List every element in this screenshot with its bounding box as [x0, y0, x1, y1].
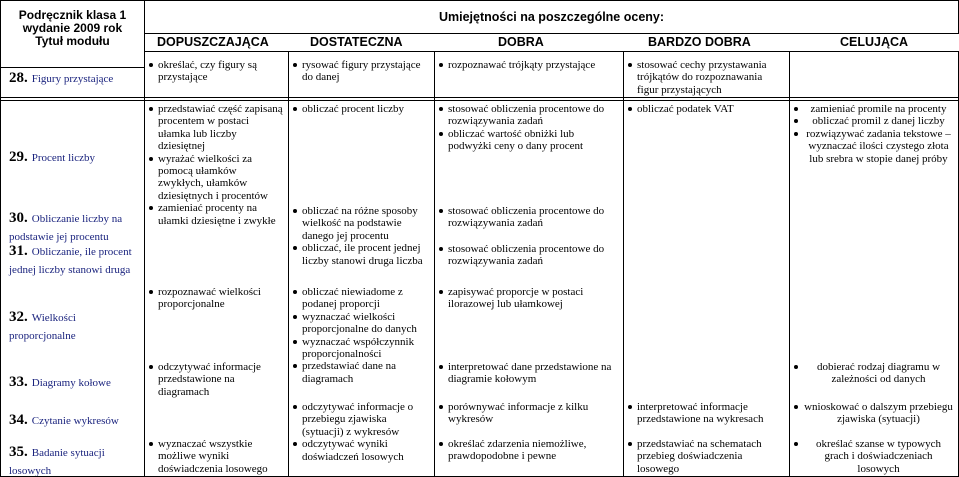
topic-number: 29. [9, 149, 28, 165]
topic-title[interactable]: Obliczanie, ile procent jednej liczby stanowi druga [9, 246, 132, 276]
page-title: Umiejętności na poszczególne oceny: [438, 10, 665, 24]
topic-item [9, 373, 138, 391]
topic-item [9, 148, 138, 166]
skill-item: określać szanse w typowych grach i doświadczeniach losowych [794, 438, 954, 475]
topic-title[interactable]: Czytanie wykresów [31, 415, 119, 427]
skill-item: przedstawiać część zapisaną procentem w postaci ułamka lub liczby dziesiętnej [149, 103, 284, 153]
header-left [0, 1, 145, 68]
header-line: Tytuł modułu [35, 34, 110, 48]
skill-item: rozpoznawać wielkości proporcjonalne [149, 286, 284, 311]
skill-item: porównywać informacje z kilku wykresów [439, 401, 619, 426]
topic-item [9, 209, 138, 245]
dopuszczajaca-cell [145, 52, 289, 97]
skill-item: obliczać niewiadome z podanej proporcji [293, 286, 430, 311]
topic-title[interactable]: Wielkości proporcjonalne [9, 312, 76, 342]
level-dopuszczajaca: DOPUSZCZAJĄCA [157, 35, 269, 49]
skill-item: wyrażać wielkości za pomocą ułamków zwykłych, ułamków dziesiętnych i procentów [149, 153, 284, 203]
topic-number: 30. [9, 210, 28, 226]
skill-item: rozwiązywać zadania tekstowe – wyznaczać ilości czystego złota lub srebra w stopie danej próby [794, 128, 954, 165]
skill-item: stosować cechy przystawania trójkątów do rozpoznawania figur przystających [628, 59, 785, 96]
skill-item: interpretować dane przedstawione na diagramie kołowym [439, 361, 619, 386]
rows-29-35 [0, 101, 959, 477]
skill-item: odczytywać informacje przedstawione na diagramach [149, 361, 284, 398]
skill-item: interpretować informacje przedstawione na wykresach [628, 401, 785, 426]
dobra-cell [435, 101, 624, 476]
level-celujaca: CELUJĄCA [840, 35, 909, 49]
topic-title[interactable]: Obliczanie liczby na podstawie jej procentu [9, 213, 123, 243]
level-dobra: DOBRA [498, 35, 544, 49]
dopuszczajaca-cell [145, 101, 289, 476]
header-line: wydanie 2009 rok [22, 21, 123, 35]
topic-item [9, 69, 138, 87]
skill-item: rysować figury przystające do danej [293, 59, 430, 84]
topic-number: 31. [9, 243, 28, 259]
skill-item: obliczać na różne sposoby wielkość na podstawie danego jej procentu [293, 205, 430, 242]
skill-item: odczytywać informacje o przebiegu zjawiska (sytuacji) z wykresów [293, 401, 430, 438]
topic-item [9, 411, 138, 429]
topic-cell [0, 101, 145, 476]
topic-item [9, 242, 138, 278]
module-header [1, 1, 144, 48]
skill-item: przedstawiać na schematach przebieg doświadczenia losowego [628, 438, 785, 475]
skill-item: zapisywać proporcje w postaci ilorazowej lub ułamkowej [439, 286, 619, 311]
skill-item: obliczać, ile procent jednej liczby stanowi druga liczba [293, 242, 430, 267]
topic-number: 33. [9, 374, 28, 390]
topic-number: 35. [9, 444, 28, 460]
skill-item: wyznaczać wielkości proporcjonalne do danych [293, 311, 430, 336]
skill-item: stosować obliczenia procentowe do rozwiązywania zadań [439, 205, 619, 230]
level-bardzo-dobra: BARDZO DOBRA [648, 35, 751, 49]
skill-item: określać zdarzenia niemożliwe, prawdopodobne i pewne [439, 438, 619, 463]
skill-item: stosować obliczenia procentowe do rozwiązywania zadań [439, 243, 619, 268]
skill-item: stosować obliczenia procentowe do rozwiązywania zadań [439, 103, 619, 128]
level-dostateczna: DOSTATECZNA [310, 35, 403, 49]
skill-item: rozpoznawać trójkąty przystające [439, 59, 619, 71]
topic-number: 32. [9, 309, 28, 325]
topic-number: 28. [9, 70, 28, 86]
topic-item [9, 308, 138, 344]
skill-item: dobierać rodzaj diagramu w zależności od danych [794, 361, 954, 386]
header-line: Podręcznik klasa 1 [18, 8, 127, 22]
topic-title[interactable]: Procent liczby [31, 152, 95, 164]
topic-number: 34. [9, 412, 28, 428]
topic-item [9, 443, 138, 476]
skill-item: zamieniać promile na procenty [794, 103, 954, 115]
skill-item: obliczać promil z danej liczby [794, 115, 954, 127]
skill-item: odczytywać wyniki doświadczeń losowych [293, 438, 430, 463]
celujaca-cell [790, 101, 959, 476]
skill-item: zamieniać procenty na ułamki dziesiętne i zwykłe [149, 202, 284, 227]
skill-item: wyznaczać wszystkie możliwe wyniki doświadczenia losowego [149, 438, 284, 475]
skill-item: określać, czy figury są przystające [149, 59, 284, 84]
topic-title[interactable]: Figury przystające [31, 73, 114, 85]
skill-item: obliczać procent liczby [293, 103, 430, 115]
topic-title[interactable]: Badanie sytuacji losowych [9, 447, 105, 476]
bardzo-dobra-cell [624, 101, 790, 476]
dostateczna-cell [289, 52, 435, 97]
skill-item: przedstawiać dane na diagramach [293, 360, 430, 385]
topic-title[interactable]: Diagramy kołowe [31, 377, 111, 389]
bardzo-dobra-cell [624, 52, 790, 97]
skill-item: obliczać wartość obniżki lub podwyżki ceny o dany procent [439, 128, 619, 153]
header-title-cell [145, 1, 959, 33]
celujaca-cell [790, 52, 959, 97]
skill-item: wyznaczać współczynnik proporcjonalności [293, 336, 430, 361]
dobra-cell [435, 52, 624, 97]
dostateczna-cell [289, 101, 435, 476]
skill-item: wnioskować o dalszym przebiegu zjawiska (sytuacji) [794, 401, 954, 426]
skill-item: obliczać podatek VAT [628, 103, 785, 115]
